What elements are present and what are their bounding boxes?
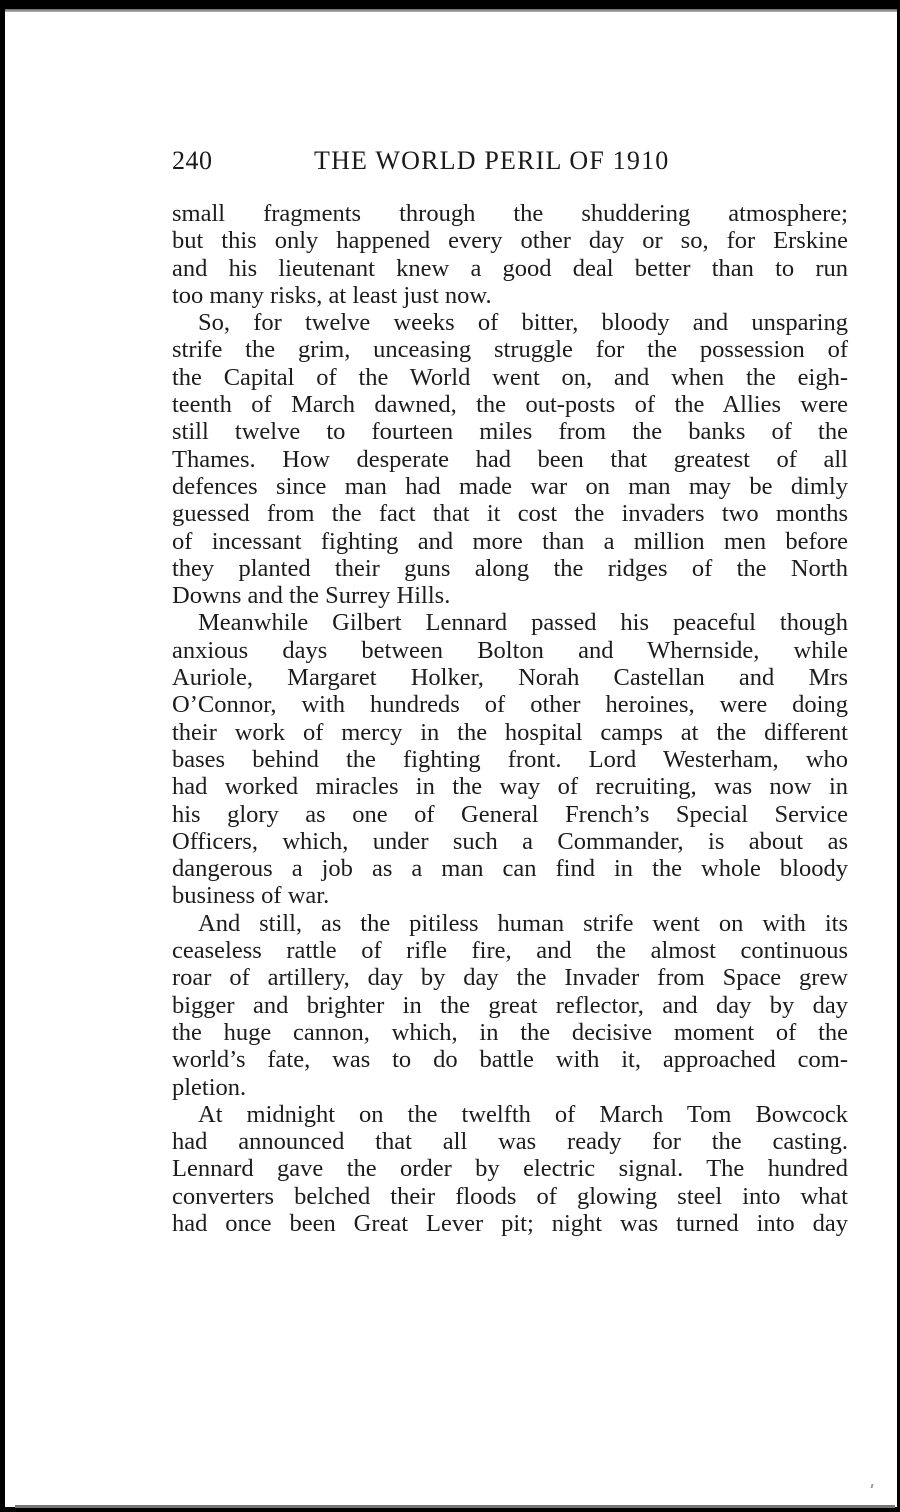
text-line: ceaseless rattle of rifle fire, and the almost continuous xyxy=(172,937,848,965)
text-line: of incessant fighting and more than a million men before xyxy=(172,527,848,555)
text-line: world’s fate, was to do battle with it, approached com- xyxy=(172,1046,848,1074)
text-line: their work of mercy in the hospital camps at the different xyxy=(172,718,848,746)
text-line: bases behind the fighting front. Lord Westerham, who xyxy=(172,745,848,773)
text-line: had announced that all was ready for the casting. xyxy=(172,1128,848,1156)
text-line: pletion. xyxy=(172,1073,247,1101)
text-line: anxious days between Bolton and Whernside, while xyxy=(172,636,848,664)
text-line: they planted their guns along the ridges of the North xyxy=(172,554,848,582)
text-line: Thames. How desperate had been that greatest of all xyxy=(172,445,848,473)
text-line: guessed from the fact that it cost the invaders two months xyxy=(172,500,848,528)
paragraph xyxy=(172,200,848,309)
paragraph xyxy=(172,910,848,1101)
running-title: THE WORLD PERIL OF 1910 xyxy=(314,146,670,175)
text-line: roar of artillery, day by day the Invader from Space grew xyxy=(172,964,848,992)
text-line: Meanwhile Gilbert Lennard passed his peaceful though xyxy=(198,609,848,637)
text-line: the huge cannon, which, in the decisive moment of the xyxy=(172,1018,848,1046)
text-line: still twelve to fourteen miles from the banks of the xyxy=(172,418,848,446)
paragraph xyxy=(172,609,848,909)
text-line: defences since man had made war on man may be dimly xyxy=(172,472,848,500)
scan-border-bottom xyxy=(15,1505,895,1508)
text-line: dangerous a job as a man can find in the whole bloody xyxy=(172,855,848,883)
text-line: had worked miracles in the way of recruiting, was now in xyxy=(172,773,848,801)
text-line: Lennard gave the order by electric signal. The hundred xyxy=(172,1155,848,1183)
text-line: his glory as one of General French’s Special Service xyxy=(172,800,848,828)
text-line: teenth of March dawned, the out-posts of the Allies were xyxy=(172,391,848,419)
text-line: Auriole, Margaret Holker, Norah Castellan and Mrs xyxy=(172,664,848,692)
text-line: small fragments through the shuddering atmosphere; xyxy=(172,200,848,227)
text-line: converters belched their floods of glowing steel into what xyxy=(172,1182,848,1210)
text-line: bigger and brighter in the great reflector, and day by day xyxy=(172,991,848,1019)
text-line: Downs and the Surrey Hills. xyxy=(172,582,451,610)
text-line: And still, as the pitiless human strife went on with its xyxy=(198,909,848,937)
text-line: the Capital of the World went on, and when the eigh- xyxy=(172,363,848,391)
page-header xyxy=(172,146,852,182)
text-line: At midnight on the twelfth of March Tom Bowcock xyxy=(198,1100,848,1128)
text-line: too many risks, at least just now. xyxy=(172,281,492,309)
paragraph xyxy=(172,309,848,609)
text-line: business of war. xyxy=(172,882,330,910)
text-line: but this only happened every other day or so, for Erskine xyxy=(172,227,848,255)
text-line: and his lieutenant knew a good deal better than to run xyxy=(172,254,848,282)
text-line: O’Connor, with hundreds of other heroines, were doing xyxy=(172,691,848,719)
text-line: strife the grim, unceasing struggle for the possession of xyxy=(172,336,848,364)
paragraph xyxy=(172,1101,848,1237)
text-line: had once been Great Lever pit; night was turned into day xyxy=(172,1209,848,1237)
page-number: 240 xyxy=(172,146,213,175)
text-line: So, for twelve weeks of bitter, bloody and unsparing xyxy=(198,309,848,337)
body-text xyxy=(172,200,848,1237)
text-line: Officers, which, under such a Commander, is about as xyxy=(172,827,848,855)
